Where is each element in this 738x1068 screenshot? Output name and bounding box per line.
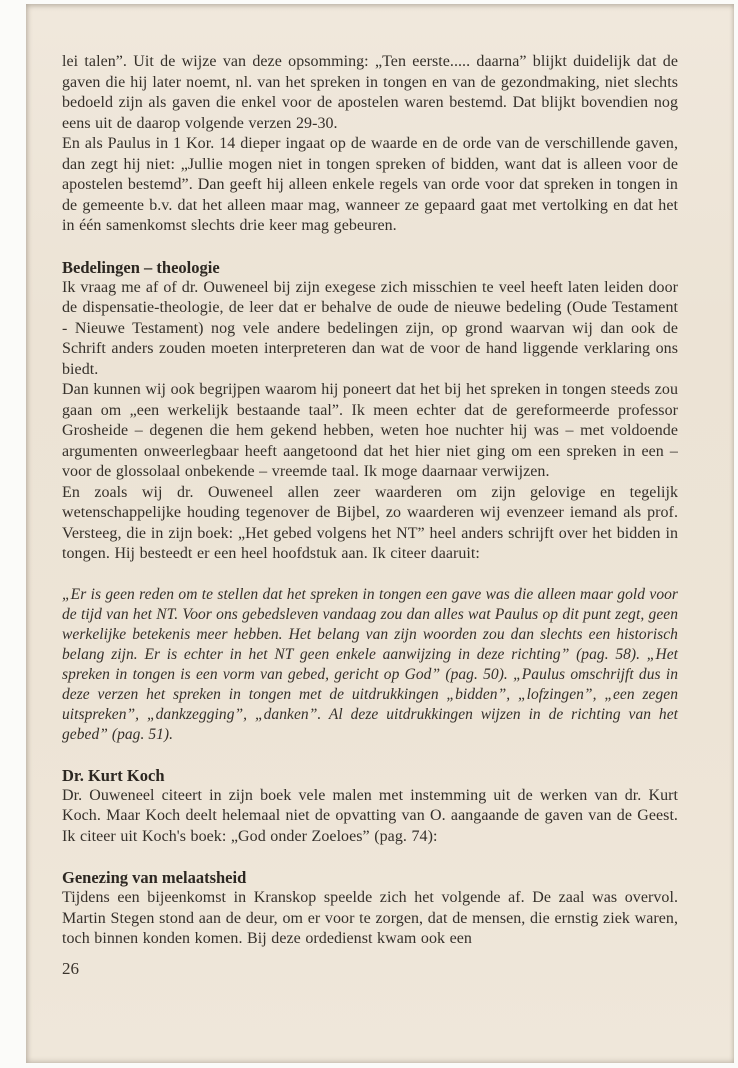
paragraph-paulus-1kor14: En als Paulus in 1 Kor. 14 dieper ingaat op de waarde en de orde van de verschillende gaven, dan zegt hij niet: „Jullie mogen niet in tongen spreken of bidden, want dat is alleen voor de apostelen bestemd”. Dan geeft hij alleen enkele regels van orde voor dat spreken in tongen in de gemeente b.v. dat het alleen maar mag, wanneer ze gepaard gaat met vertolking en dat het in één samenkomst slechts drie keer mag gebeuren. xyxy=(62,135,678,234)
paragraph-kurt-koch: Dr. Ouweneel citeert in zijn boek vele malen met instemming uit de werken van dr. Kurt Koch. Maar Koch deelt helemaal niet de opvatting van O. aangaande de gaven van de Geest. Ik citeer uit Koch's boek: „God onder Zoeloes” (pag. 74): xyxy=(62,786,678,845)
text-column xyxy=(26,4,734,979)
paragraph-grosheide: Dan kunnen wij ook begrijpen waarom hij poneert dat het bij het spreken in tongen steeds zou gaan om „een werkelijk bestaande taal”. Ik meen echter dat de gereformeerde professor Grosheide – degenen die hem gekend hebben, weten hoe nuchter hij was – met voldoende argumenten onweerlegbaar heeft aangetoond dat het hier niet ging om een spreken in een – voor de glossolaal onbekende – vreemde taal. Ik moge daarnaar verwijzen. xyxy=(62,381,678,480)
section-heading-genezing-melaatsheid: Genezing van melaatsheid xyxy=(62,868,247,887)
paragraph-continuation: lei talen”. Uit de wijze van deze opsomming: „Ten eerste..... daarna” blijkt duidelijk dat de gaven die hij later noemt, nl. van het spreken in tongen en van de gezondmaking, niet slechts bedoeld zijn als gaven die enkel voor de apostelen waren bestemd. Dat blijkt bovendien nog eens uit de daarop volgende verzen 29-30. xyxy=(62,53,678,132)
block-quote-versteeg: „Er is geen reden om te stellen dat het spreken in tongen een gave was die alleen maar gold voor de tijd van het NT. Voor ons gebedsleven vandaag zou dan alles wat Paulus op dit punt zegt, geen werkelijke betekenis meer hebben. Het belang van zijn woorden zou dan slechts een historisch belang zijn. Er is echter in het NT geen enkele aanwijzing in deze richting” (pag. 58). „Het spreken in tongen is een vorm van gebed, gericht op God” (pag. 50). „Paulus omschrijft dus in deze verzen het spreken in tongen met de uitdrukkingen „bidden”, „lofzingen”, „een zegen uitspreken”, „dankzegging”, „danken”. Al deze uitdrukkingen wijzen in de richting van het gebed” (pag. 51). xyxy=(62,585,678,743)
section-heading-bedelingen-theologie: Bedelingen – theologie xyxy=(62,257,220,277)
paragraph-kranskop: Tijdens een bijeenkomst in Kranskop speelde zich het volgende af. De zaal was overvol. Martin Stegen stond aan de deur, om er voor te zorgen, dat de mensen, die ernstig ziek waren, toch binnen konden komen. Bij deze ordedienst kwam ook een xyxy=(62,889,678,947)
book-page xyxy=(26,4,734,1063)
paragraph-versteeg: En zoals wij dr. Ouweneel allen zeer waarderen om zijn gelovige en tegelijk wetenschappelijke houding tegenover de Bijbel, zo waarderen wij evenzeer iemand als prof. Versteeg, die in zijn boek: „Het gebed volgens het NT” heel anders schrijft over het bidden in tongen. Hij besteedt er een heel hoofdstuk aan. Ik citeer daaruit: xyxy=(62,483,678,562)
section-heading-kurt-koch: Dr. Kurt Koch xyxy=(62,765,165,785)
page-number: 26 xyxy=(62,958,79,978)
paragraph-dispensatie-theologie: Ik vraag me af of dr. Ouweneel bij zijn exegese zich misschien te veel heeft laten leiden door de dispensatie-theologie, de leer dat er behalve de oude de nieuwe bedeling (Oude Testament - Nieuwe Testament) nog vele andere bedelingen zijn, op grond waarvan wij dan ook de Schrift anders zouden moeten interpreteren dan wat de voor de hand liggende verklaring ons biedt. xyxy=(62,278,678,378)
